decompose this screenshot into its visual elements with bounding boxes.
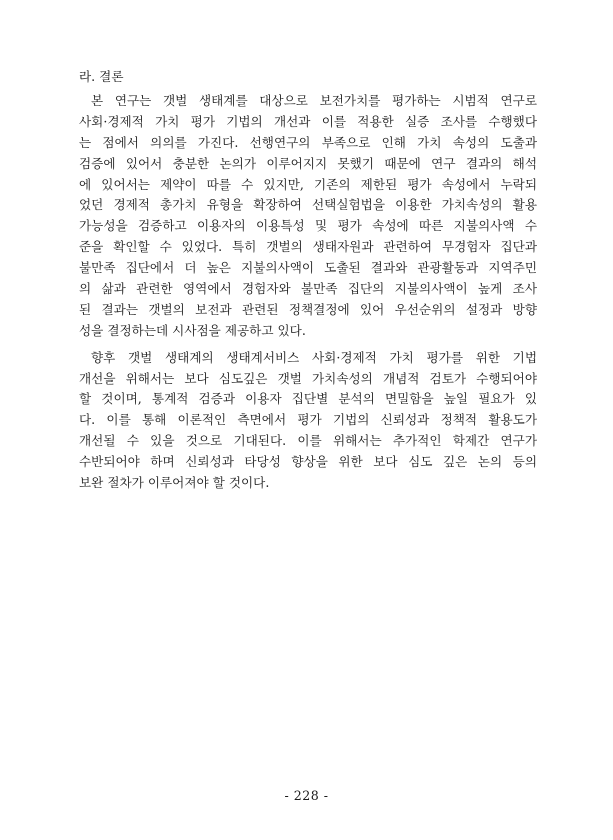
page-number: - 228 -: [284, 788, 329, 803]
paragraph-line: 향후 갯벌 생태계의 생태계서비스 사회·경제적 가치 평가를 위한 기법: [91, 349, 537, 365]
paragraph-1: [79, 91, 537, 342]
paragraph-line: 다. 이를 통해 이론적인 측면에서 평가 기법의 신뢰성과 정책적 활용도가: [79, 412, 537, 428]
body-content: [79, 66, 537, 500]
paragraph-line: 된 결과는 갯벌의 보전과 관련된 정책결정에 있어 우선순위의 설정과 방향: [79, 301, 537, 317]
paragraph-line: 에 있어서는 제약이 따를 수 있지만, 기존의 제한된 평가 속성에서 누락되: [79, 176, 537, 192]
paragraph-line: 가능성을 검증하고 이용자의 이용특성 및 평가 속성에 따른 지불의사액 수: [79, 218, 537, 234]
paragraph-line: 준을 확인할 수 있었다. 특히 갯벌의 생태자원과 관련하여 무경험자 집단과: [79, 239, 537, 255]
paragraph-line: 개선을 위해서는 보다 심도깊은 갯벌 가치속성의 개념적 검토가 수행되어야: [79, 370, 537, 386]
paragraph-line: 는 점에서 의의를 가진다. 선행연구의 부족으로 인해 가치 속성의 도출과: [79, 134, 537, 150]
paragraph-line: 성을 결정하는데 시사점을 제공하고 있다.: [79, 322, 306, 338]
paragraph-line: 불만족 집단에서 더 높은 지불의사액이 도출된 결과와 관광활동과 지역주민: [79, 260, 537, 276]
paragraph-line: 보완 절차가 이루어져야 할 것이다.: [79, 475, 270, 491]
paragraph-line: 의 삶과 관련한 영역에서 경험자와 불만족 집단의 지불의사액이 높게 조사: [79, 281, 537, 297]
section-heading: 라. 결론: [79, 69, 124, 84]
paragraph-line: 사회·경제적 가치 평가 기법의 개선과 이를 적용한 실증 조사를 수행했다: [79, 113, 537, 129]
paragraph-line: 개선될 수 있을 것으로 기대된다. 이를 위해서는 추가적인 학제간 연구가: [79, 433, 537, 449]
paragraph-2: [79, 348, 537, 494]
paragraph-line: 할 것이며, 통계적 검증과 이용자 집단별 분석의 면밀함을 높일 필요가 있: [79, 391, 537, 407]
paragraph-line: 수반되어야 하며 신뢰성과 타당성 향상을 위한 보다 심도 깊은 논의 등의: [79, 454, 537, 470]
paragraph-line: 본 연구는 갯벌 생태계를 대상으로 보전가치를 평가하는 시범적 연구로: [91, 93, 537, 108]
paragraph-line: 검증에 있어서 충분한 논의가 이루어지지 못했기 때문에 연구 결과의 해석: [79, 155, 537, 171]
paragraph-line: 었던 경제적 총가치 유형을 확장하여 선택실험법을 이용한 가치속성의 활용: [79, 197, 537, 213]
